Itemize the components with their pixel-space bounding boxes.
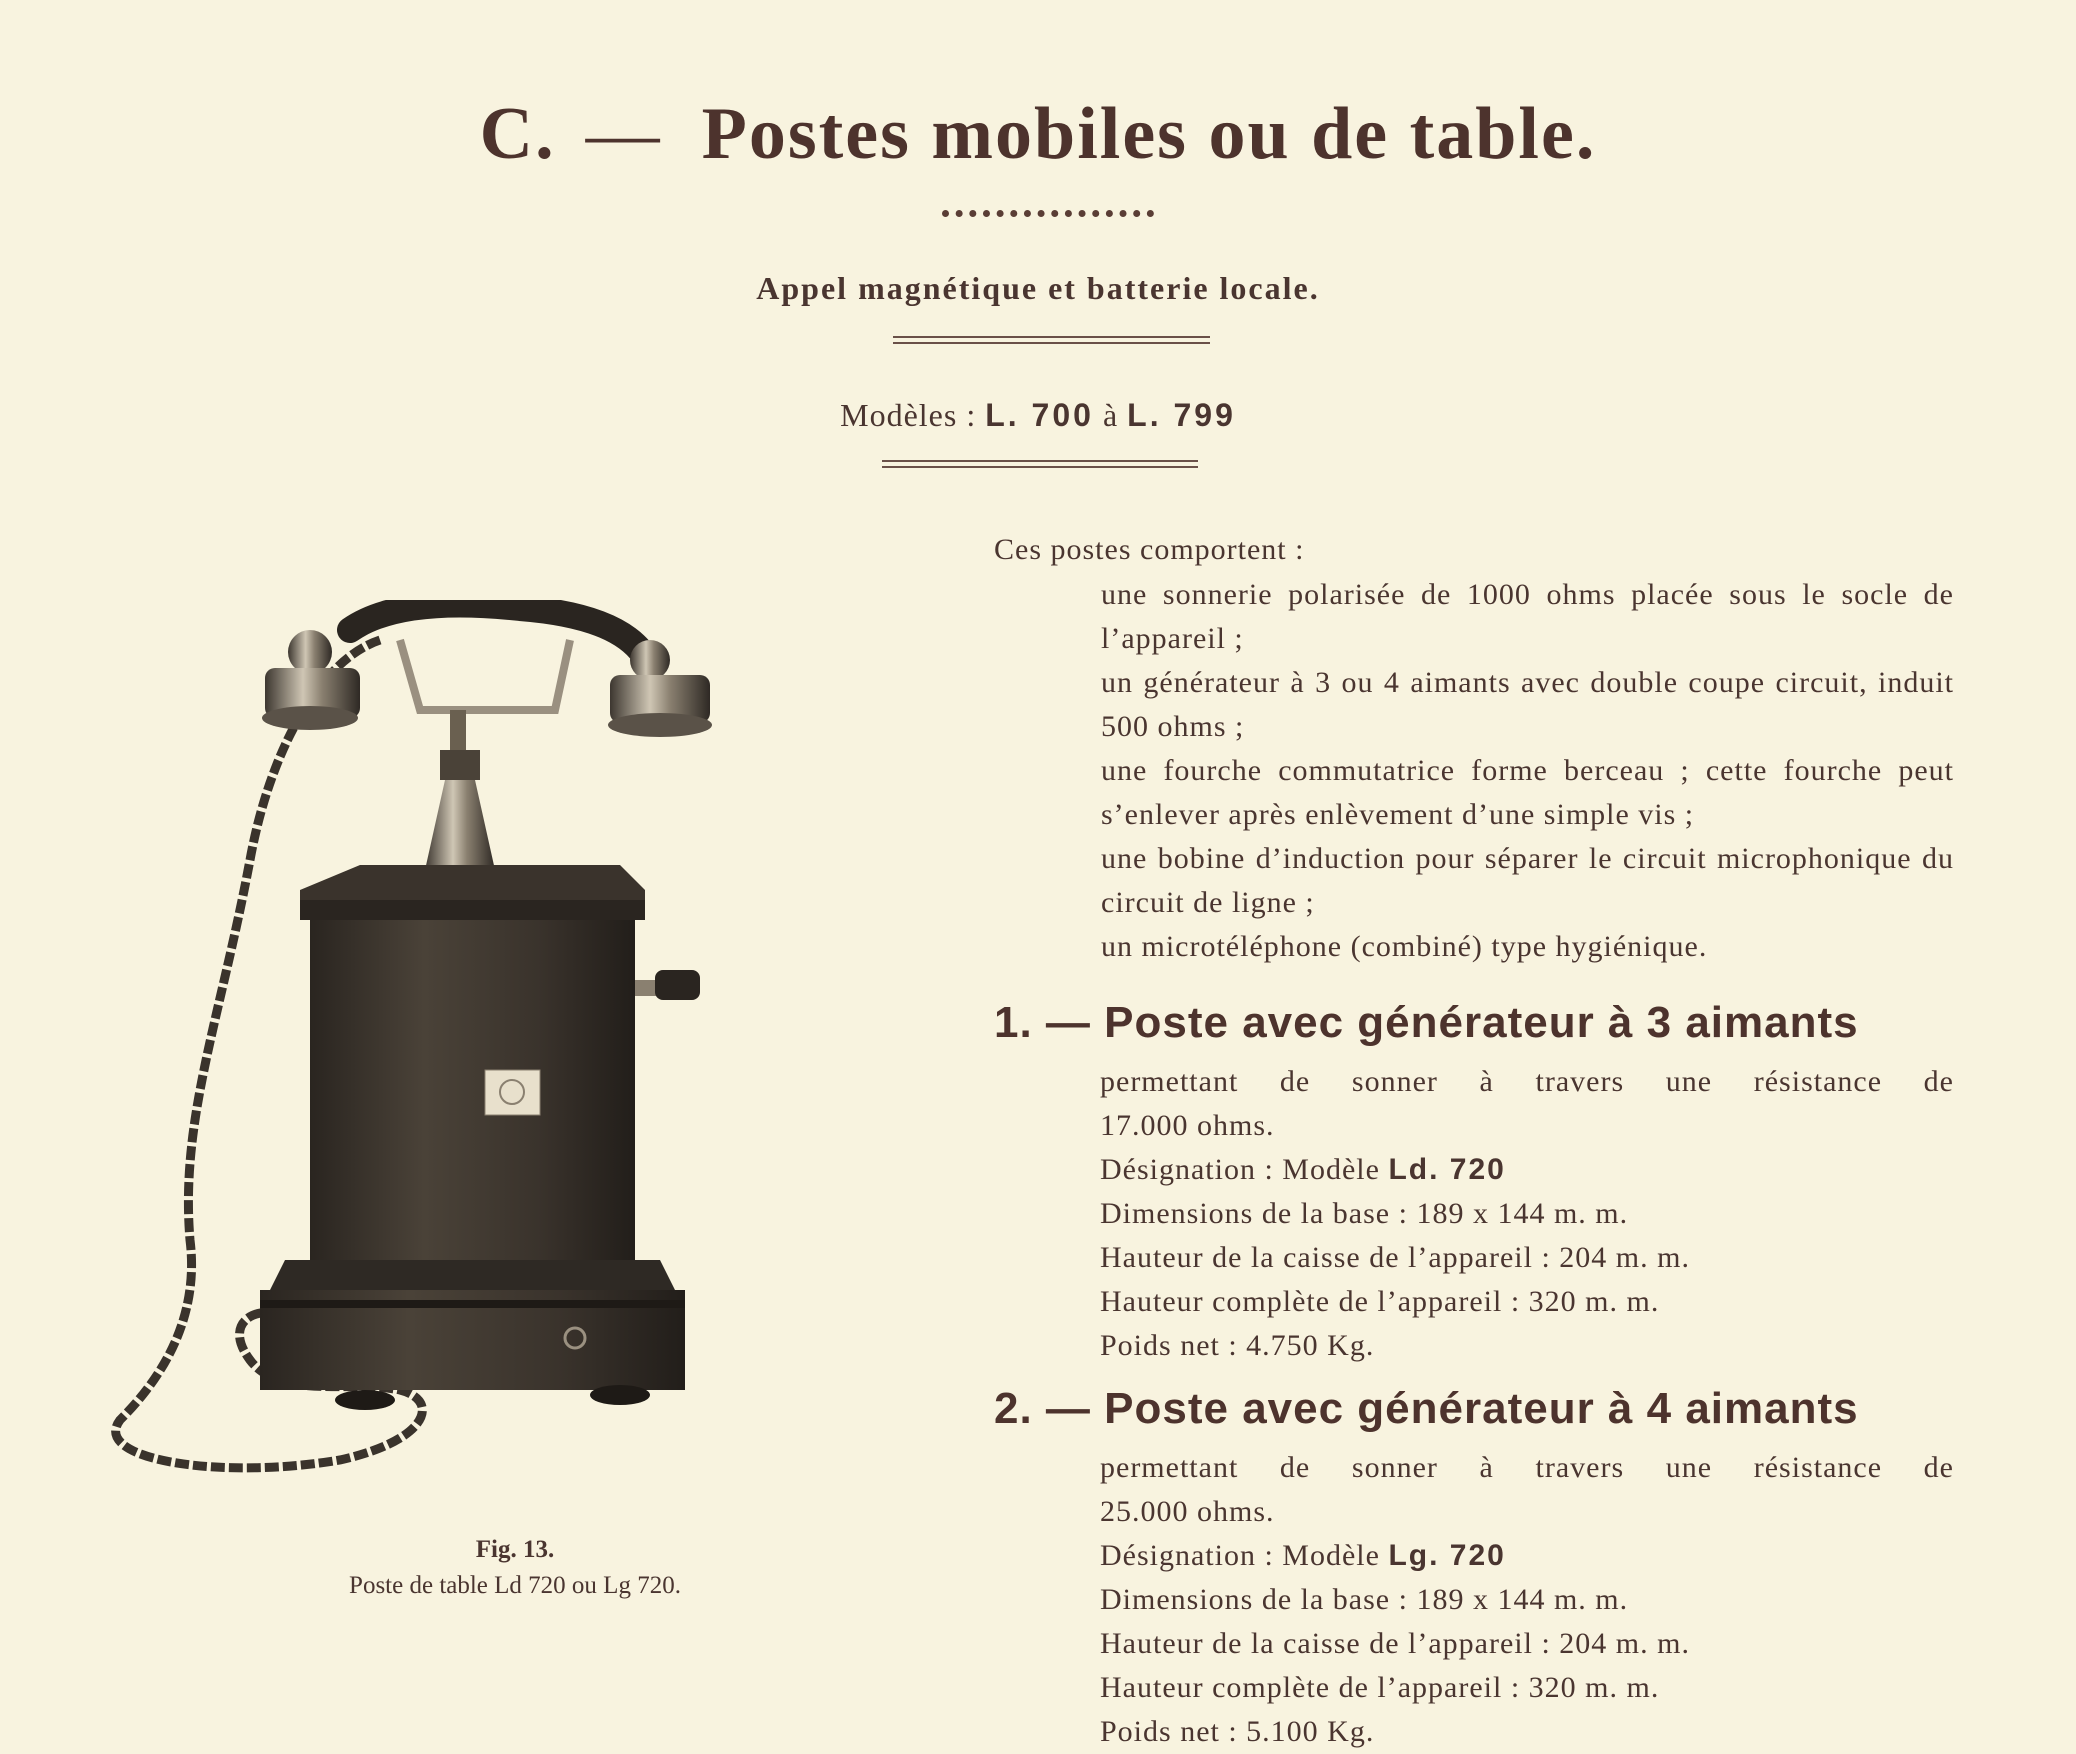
double-rule-bottom xyxy=(882,460,1198,468)
title-dash: — xyxy=(585,93,662,175)
designation xyxy=(1100,1148,1954,1192)
total-height: Hauteur complète de l’appareil : 320 m. m. xyxy=(1100,1285,1660,1318)
net-weight: Poids net : 4.750 Kg. xyxy=(1100,1329,1375,1362)
list-item: une fourche commutatrice forme berceau ; cette fourche peut s’enlever après enlèvement d’une simple vis ; xyxy=(1101,754,1954,831)
dotted-divider xyxy=(942,200,1154,217)
model-from: L. 700 xyxy=(985,397,1094,433)
list-item: une bobine d’induction pour séparer le circuit microphonique du circuit de ligne ; xyxy=(1101,842,1954,919)
section-2-heading: 2. — Poste avec générateur à 4 aimants xyxy=(994,1384,1859,1433)
figure-caption-text: Poste de table Ld 720 ou Lg 720. xyxy=(349,1572,681,1599)
list-item: un générateur à 3 ou 4 aimants avec double coupe circuit, induit 500 ohms ; xyxy=(1101,666,1954,743)
model-to: L. 799 xyxy=(1127,397,1236,433)
designation-model: Lg. 720 xyxy=(1388,1539,1506,1572)
section-title: Postes mobiles ou de table. xyxy=(701,93,1597,175)
section-2-body xyxy=(1100,1446,1954,1754)
figure-label: Fig. 13. xyxy=(475,1536,555,1563)
list-item: une sonnerie polarisée de 1000 ohms placée sous le socle de l’appareil ; xyxy=(1101,578,1954,655)
section-letter: C. xyxy=(479,93,556,175)
figure-caption xyxy=(240,1532,790,1604)
models-sep: à xyxy=(1102,397,1119,433)
resistance-line: permettant de sonner à travers une résistance de xyxy=(1100,1065,1954,1098)
total-height: Hauteur complète de l’appareil : 320 m. m. xyxy=(1100,1671,1660,1704)
intro-lead: Ces postes comportent : xyxy=(994,533,1305,566)
resistance-value: 25.000 ohms. xyxy=(1100,1495,1275,1528)
section-1-heading: 1. — Poste avec générateur à 3 aimants xyxy=(994,998,1859,1047)
resistance-line: permettant de sonner à travers une résistance de xyxy=(1100,1451,1954,1484)
designation-model: Ld. 720 xyxy=(1388,1153,1506,1186)
base-dimensions: Dimensions de la base : 189 x 144 m. m. xyxy=(1100,1197,1629,1230)
models-range xyxy=(0,397,2076,434)
case-height: Hauteur de la caisse de l’appareil : 204 m. m. xyxy=(1100,1241,1690,1274)
designation-label: Désignation : Modèle xyxy=(1100,1539,1380,1572)
section-1-body xyxy=(1100,1060,1954,1368)
page-title xyxy=(0,92,2076,177)
designation-label: Désignation : Modèle xyxy=(1100,1153,1380,1186)
component-list xyxy=(1101,573,1954,969)
list-item: un microtéléphone (combiné) type hygiénique. xyxy=(1101,930,1708,963)
base-dimensions: Dimensions de la base : 189 x 144 m. m. xyxy=(1100,1583,1629,1616)
net-weight: Poids net : 5.100 Kg. xyxy=(1100,1715,1375,1748)
subtitle: Appel magnétique et batterie locale. xyxy=(756,270,1320,306)
models-prefix: Modèles : xyxy=(840,397,977,433)
double-rule-top xyxy=(893,336,1210,344)
resistance-value: 17.000 ohms. xyxy=(1100,1109,1275,1142)
designation xyxy=(1100,1534,1954,1578)
case-height: Hauteur de la caisse de l’appareil : 204 m. m. xyxy=(1100,1627,1690,1660)
telephone-illustration xyxy=(100,600,900,1520)
